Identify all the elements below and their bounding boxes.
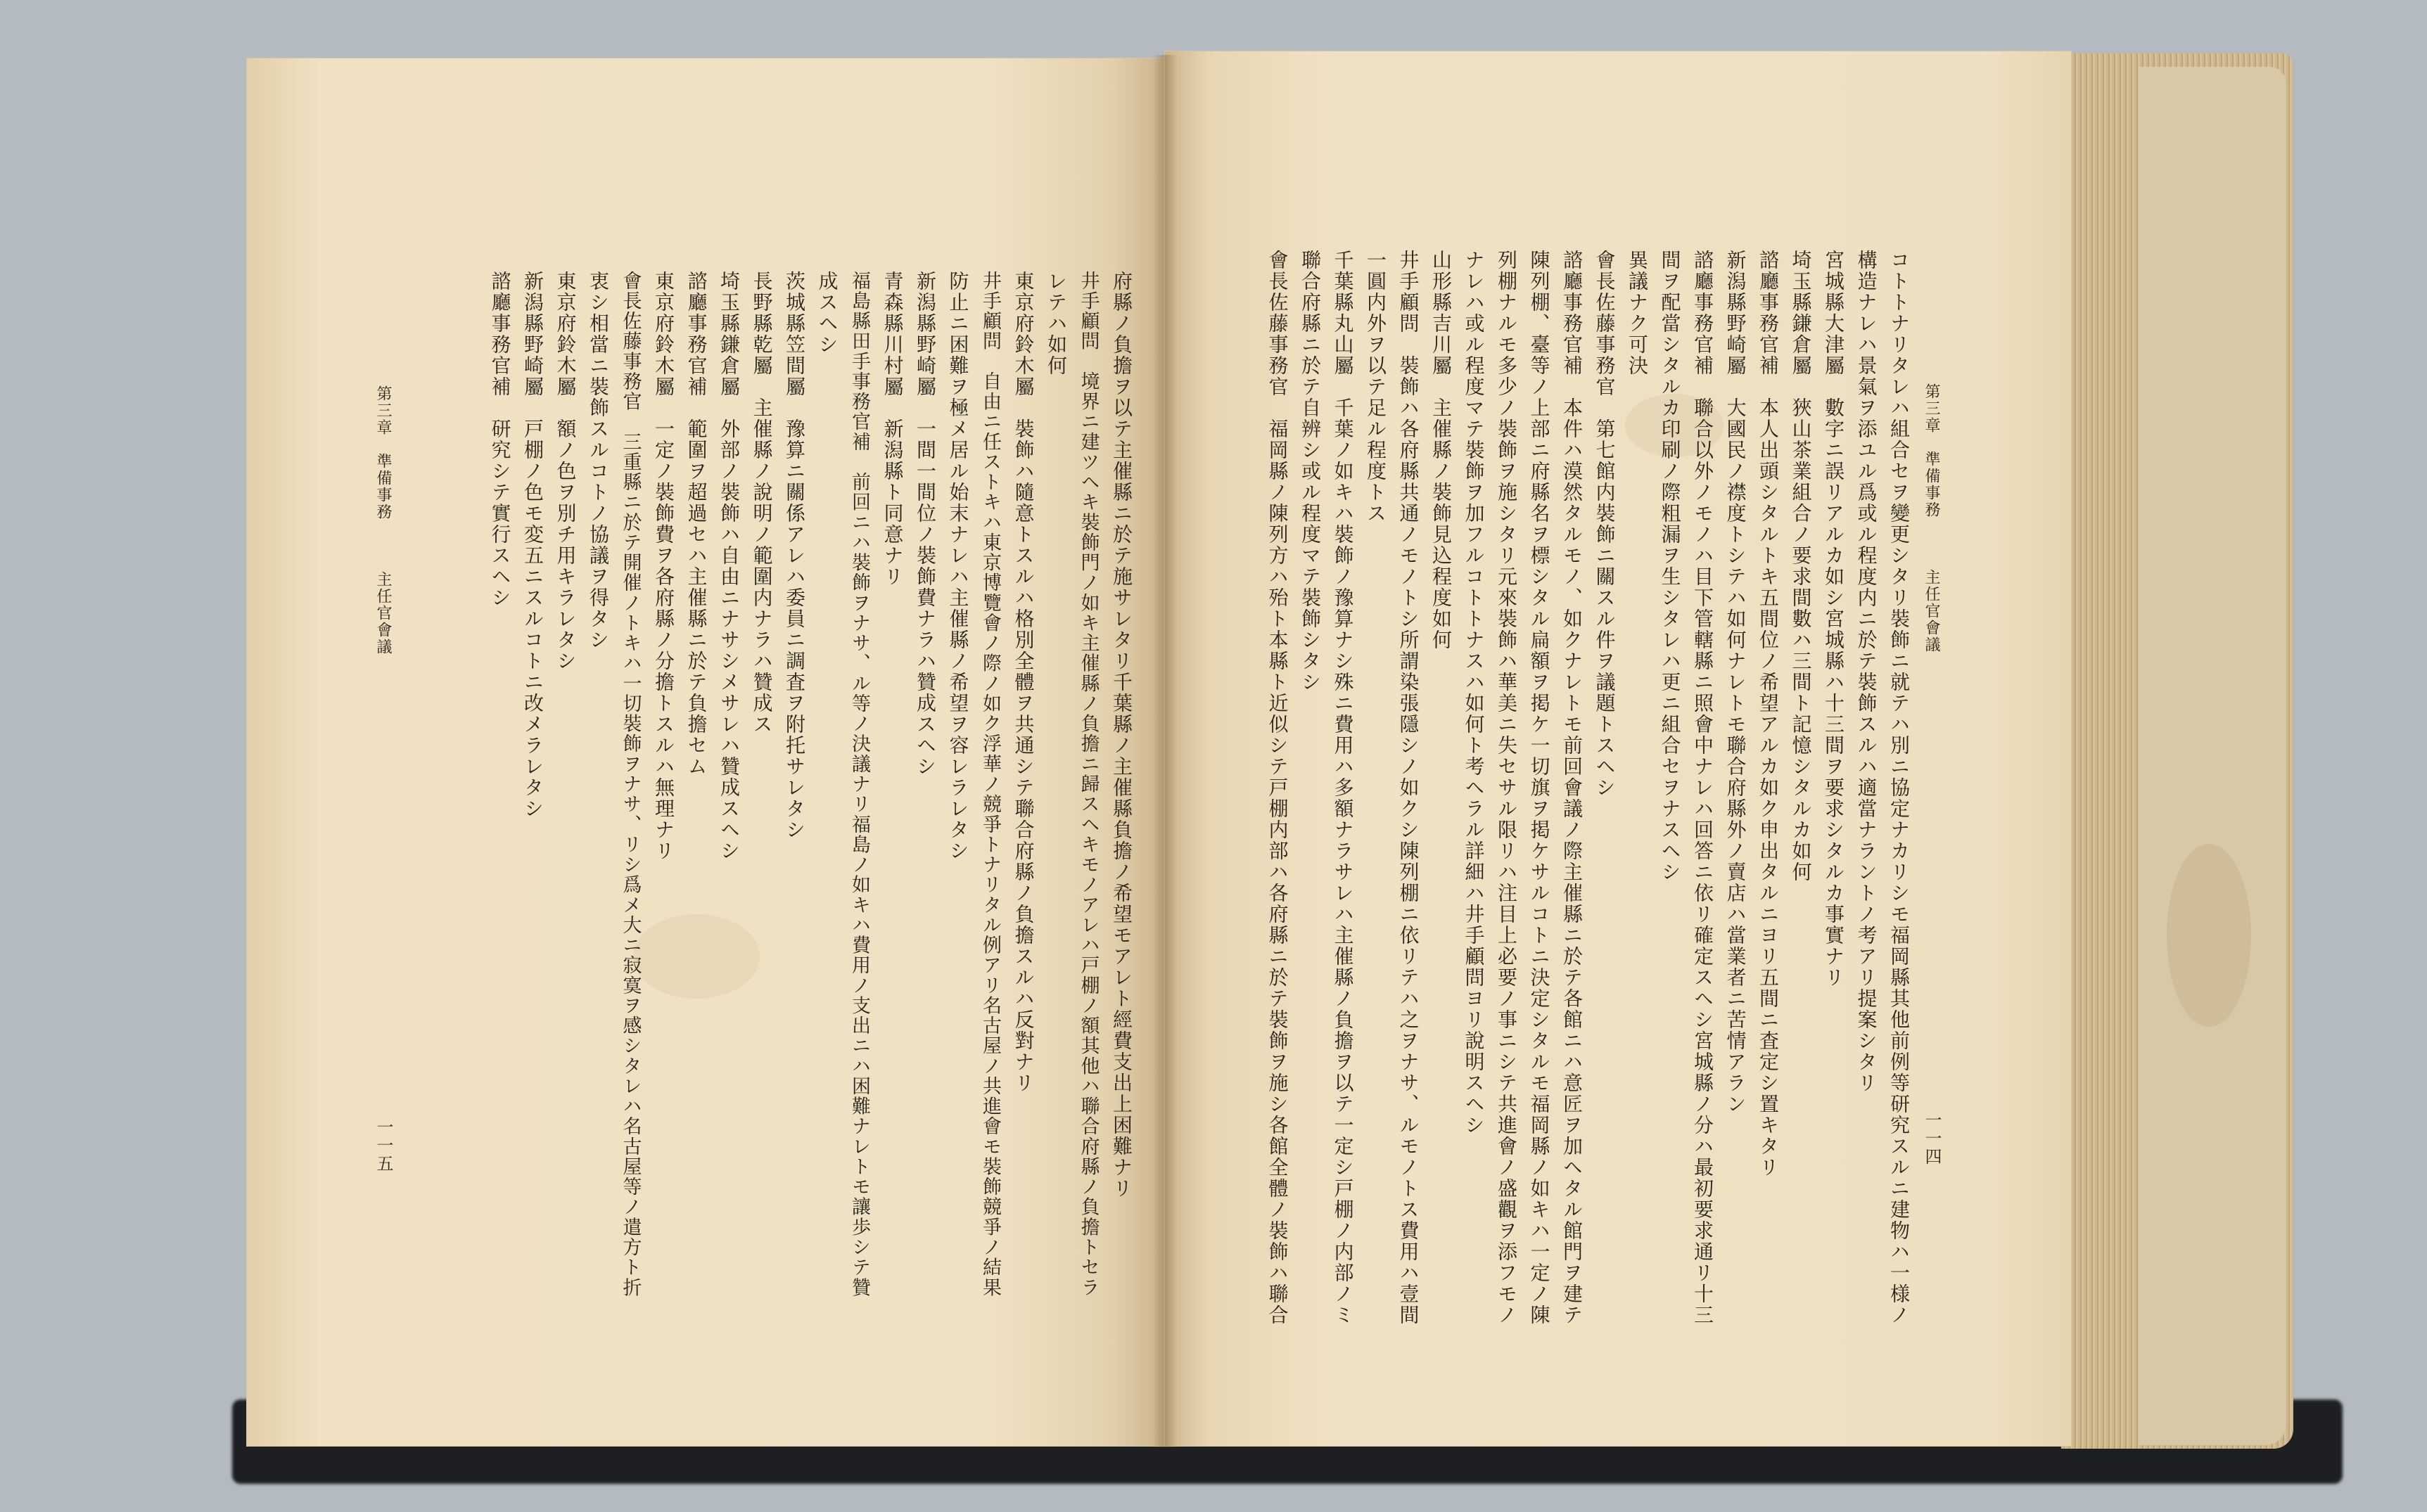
left-running-head: 第三章 準備事務 主任官會議 xyxy=(374,385,392,655)
right-page-line: 諮廳事務官補 本人出頭シタルトキ五間位ノ希望アルカ如ク申出タルニヨリ五間ニ査定シ置キタリ xyxy=(1757,250,1780,1178)
left-page-line: 防止ニ困難ヲ極メ居ル始末ナレハ主催縣ノ希望ヲ容レラレタシ xyxy=(946,271,970,861)
right-page-line: 井手顧問 裝飾ハ各府縣共通ノモノトシ所謂染張隱シノ如クシ陳列棚ニ依リテハ之ヲナサ、ルモノトス費用ハ壹間 xyxy=(1396,250,1420,1326)
left-page-line: 新潟縣野崎屬 戸棚ノ色モ変五ニスルコトニ改メラレタシ xyxy=(521,271,544,819)
right-page-line: ナレハ或ル程度マテ裝飾ヲ加フルコトトナスハ如何ト考ヘラル詳細ハ井手顧問ヨリ說明スヘシ xyxy=(1462,250,1486,1136)
right-page-line: 構造ナレハ景氣ヲ添ユル爲或ル程度内ニ於テ裝飾スルハ適當ナラントノ考アリ提案シタリ xyxy=(1854,250,1878,1094)
left-page-line: 東京府鈴木屬 裝飾ハ隨意トスルハ格別全體ヲ共通シテ聯合府縣ノ負擔スルハ反對ナリ xyxy=(1012,271,1036,1094)
paper-stain xyxy=(2167,844,2251,1027)
left-page-line: レテハ如何 xyxy=(1045,271,1068,376)
left-page-line: 東京府鈴木屬 一定ノ裝飾費ヲ各府縣ノ分擔トスルハ無理ナリ xyxy=(652,271,675,861)
right-running-head: 第三章 準備事務 主任官會議 xyxy=(1923,383,1940,653)
book-cover-edge xyxy=(2139,67,2286,1445)
left-page-line: 埼玉縣鎌倉屬 外部ノ裝飾ハ自由ニナサシメサレハ贊成スヘシ xyxy=(718,271,741,861)
left-page-line: 衷シ相當ニ裝飾スルコトノ協議ヲ得タシ xyxy=(587,271,610,651)
left-page-line: 諮廳事務官補 研究シテ實行スヘシ xyxy=(488,271,512,608)
left-page-line: 府縣ノ負擔ヲ以テ主催縣ニ於テ施サレタリ千葉縣ノ主催縣負擔ノ希望モアレト經費支出上困難ナリ xyxy=(1110,271,1133,1199)
right-page-line: 列棚ナルモ多少ノ裝飾ヲ施シタリ元來裝飾ハ華美ニ失セサル限リハ注目上必要ノ事ニシテ共進會ノ盛觀ヲ添フモノ xyxy=(1495,250,1518,1326)
right-page-line: 新潟縣野崎屬 大國民ノ襟度トシテハ如何ナレトモ聯合府縣外ノ賣店ハ當業者ニ苦情アラン xyxy=(1724,250,1747,1115)
right-page-line: 千葉縣丸山屬 千葉ノ如キハ裝飾ノ豫算ナシ殊ニ費用ハ多額ナラサレハ主催縣ノ負擔ヲ以テ一定シ戸棚ノ内部ノミ xyxy=(1331,250,1355,1326)
right-page-line: 陳列棚、臺等ノ上部ニ府縣名ヲ標シタル扁額ヲ掲ケ一切旗ヲ掲ケサルコトニ決定シタルモ福岡縣ノ如キハ一定ノ陳 xyxy=(1527,250,1551,1326)
left-page-line: 諮廳事務官補 範圍ヲ超過セハ主催縣ニ於テ負擔セム xyxy=(684,271,708,777)
right-page-line: 會長佐藤事務官 福岡縣ノ陳列方ハ殆ト本縣ト近似シテ戸棚内部ハ各府縣ニ於テ裝飾ヲ施シ各館全體ノ裝飾ハ聯合 xyxy=(1266,250,1289,1326)
left-page-line: 新潟縣野崎屬 一間一間位ノ裝飾費ナラハ贊成スヘシ xyxy=(914,271,937,777)
left-page-line: 茨城縣笠間屬 豫算ニ關係アレハ委員ニ調査ヲ附托サレタシ xyxy=(783,271,806,840)
right-page-line: 一圓内外ヲ以テ足ル程度トス xyxy=(1364,250,1387,524)
left-page-line: 成スヘシ xyxy=(815,271,839,355)
left-page-line: 長野縣乾屬 主催縣ノ說明ノ範圍内ナラハ贊成ス xyxy=(750,271,774,735)
left-page-line: 會長佐藤事務官 三重縣ニ於テ開催ノトキハ一切裝飾ヲナサ、リシ爲メ大ニ寂寞ヲ感シタレハ名古屋等ノ遣方ト折 xyxy=(619,271,642,1298)
right-page-line: コトトナリタレハ組合セヲ變更シタリ裝飾ニ就テハ別ニ協定ナカリシモ福岡縣其他前例等研究スルニ建物ハ一様ノ xyxy=(1887,250,1911,1326)
left-page-line: 福島縣田手事務官補 前回ニハ裝飾ヲナサ、ル等ノ決議ナリ福島ノ如キハ費用ノ支出ニハ困難ナレトモ讓歩シテ贊 xyxy=(848,271,870,1298)
right-page-line: 埼玉縣鎌倉屬 狹山茶業組合ノ要求間數ハ三間ト記憶シタルカ如何 xyxy=(1789,250,1813,883)
left-page-number: 一一五 xyxy=(374,1118,393,1173)
left-page-line: 東京府鈴木屬 額ノ色ヲ別チ用キラレタシ xyxy=(554,271,578,672)
right-page-line: 宮城縣大津屬 數字ニ誤リアルカ如シ宮城縣ハ十三間ヲ要求シタルカ事實ナリ xyxy=(1822,250,1845,988)
right-page-line: 聯合府縣ニ於テ自辨シ或ル程度マテ裝飾シタシ xyxy=(1299,250,1322,693)
right-page-line: 會長佐藤事務官 第七館内裝飾ニ關スル件ヲ議題トスヘシ xyxy=(1593,250,1617,798)
right-page-line: 諮廳事務官補 聯合以外ノモノハ目下管轄縣ニ照會中ナレハ回答ニ依リ確定スヘシ宮城縣ノ分ハ最初要求通リ十三 xyxy=(1691,250,1714,1326)
left-page-line: 青森縣川村屬 新潟縣ト同意ナリ xyxy=(881,271,905,587)
left-page-line: 井手顧問 自由ニ任ストキハ東京博覽會ノ際ノ如ク浮華ノ競爭トナリタル例アリ名古屋ノ共進會モ裝飾競爭ノ結果 xyxy=(979,271,1001,1298)
right-page-line: 異議ナク可決 xyxy=(1626,250,1649,376)
paper-stain xyxy=(633,914,760,999)
right-page-line: 諮廳事務官補 本件ハ漠然タルモノ、如クナレトモ前回會議ノ際主催縣ニ於テ各館ニハ意匠ヲ加ヘタル館門ヲ建テ xyxy=(1560,250,1584,1326)
book-gutter xyxy=(1152,55,1178,1447)
right-page-number: 一一四 xyxy=(1922,1111,1942,1166)
left-page-line: 井手顧問 境界ニ建ツヘキ裝飾門ノ如キ主催縣ノ負擔ニ歸スヘキモノアレハ戸棚ノ額其他ハ聯合府縣ノ負擔トセラ xyxy=(1077,271,1100,1298)
right-page-line: 山形縣吉川屬 主催縣ノ裝飾見込程度如何 xyxy=(1429,250,1453,651)
right-page-line: 間ヲ配當シタルカ印刷ノ際粗漏ヲ生シタレハ更ニ組合セヲナスヘシ xyxy=(1658,250,1682,883)
